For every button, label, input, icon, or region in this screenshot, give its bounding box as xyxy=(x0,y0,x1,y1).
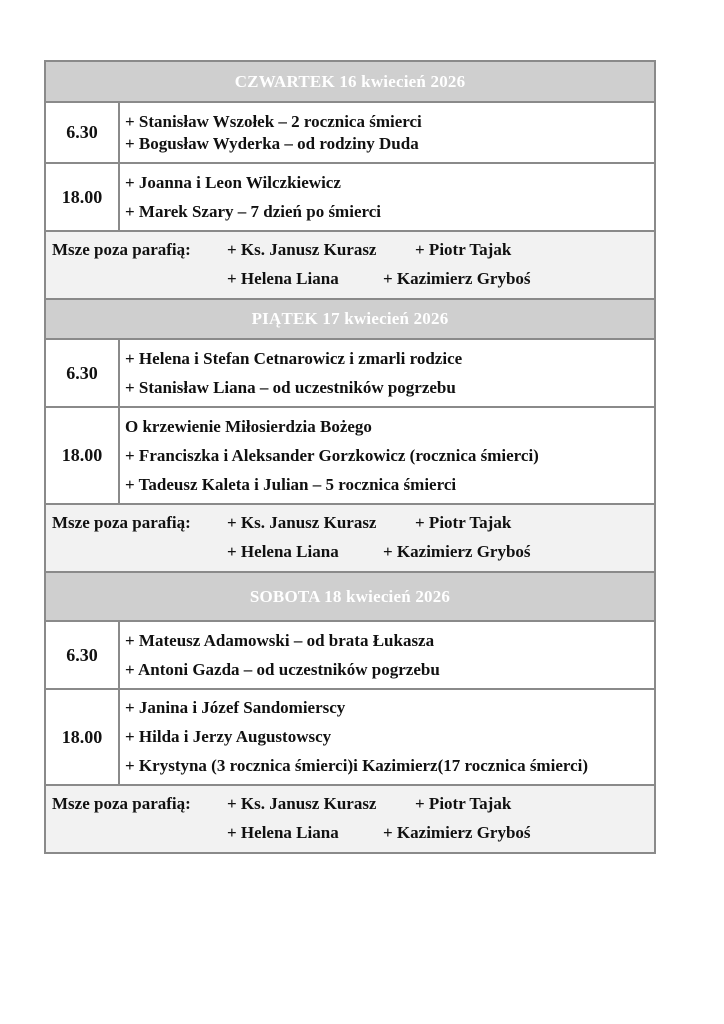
outside-parish-label: Msze poza parafią: xyxy=(52,240,191,259)
intention-line: + Marek Szary – 7 dzień po śmierci xyxy=(125,201,381,221)
intention-line: + Janina i Józef Sandomierscy xyxy=(125,698,346,717)
mass-row-thursday-1800 xyxy=(46,164,654,232)
outside-parish-name: + Ks. Janusz Kurasz xyxy=(227,513,377,532)
outside-parish-name: + Piotr Tajak xyxy=(415,794,512,813)
intention-line: + Helena i Stefan Cetnarowicz i zmarli rodzice xyxy=(125,348,463,368)
mass-intentions xyxy=(120,690,654,784)
mass-time: 18.00 xyxy=(46,408,120,503)
intention-line: + Mateusz Adamowski – od brata Łukasza xyxy=(125,630,435,650)
day-header-saturday: SOBOTA 18 kwiecień 2026 xyxy=(46,573,654,622)
mass-intentions xyxy=(120,408,654,503)
outside-parish-label: Msze poza parafią: xyxy=(52,513,191,532)
outside-parish-name: + Ks. Janusz Kurasz xyxy=(227,240,377,259)
intention-line: + Franciszka i Aleksander Gorzkowicz (rocznica śmierci) xyxy=(125,445,539,465)
intention-line: + Hilda i Jerzy Augustowscy xyxy=(125,727,332,746)
outside-parish-masses-friday xyxy=(46,505,654,573)
intention-line: + Stanisław Wszołek – 2 rocznica śmierci xyxy=(125,111,422,131)
mass-row-saturday-1800 xyxy=(46,690,654,786)
intention-line: + Joanna i Leon Wilczkiewicz xyxy=(125,172,341,192)
intention-line: + Antoni Gazda – od uczestników pogrzebu xyxy=(125,659,440,679)
day-header-thursday: CZWARTEK 16 kwiecień 2026 xyxy=(46,62,654,103)
mass-intentions xyxy=(120,622,654,688)
intention-line: + Krystyna (3 rocznica śmierci)i Kazimierz(17 rocznica śmierci) xyxy=(125,756,589,775)
outside-parish-masses-thursday xyxy=(46,232,654,300)
mass-time: 6.30 xyxy=(46,340,120,406)
mass-time: 18.00 xyxy=(46,690,120,784)
outside-parish-label: Msze poza parafią: xyxy=(52,794,191,813)
mass-time: 18.00 xyxy=(46,164,120,230)
mass-row-friday-0630 xyxy=(46,340,654,408)
outside-parish-name: + Helena Liana xyxy=(227,269,339,288)
outside-parish-name: + Kazimierz Gryboś xyxy=(383,542,531,561)
intention-line: + Stanisław Liana – od uczestników pogrzebu xyxy=(125,377,456,397)
mass-row-friday-1800 xyxy=(46,408,654,505)
outside-parish-name: + Kazimierz Gryboś xyxy=(383,823,531,842)
mass-row-saturday-0630 xyxy=(46,622,654,690)
outside-parish-name: + Helena Liana xyxy=(227,542,339,561)
outside-parish-name: + Piotr Tajak xyxy=(415,513,512,532)
mass-schedule-table xyxy=(44,60,656,854)
mass-row-thursday-0630 xyxy=(46,103,654,164)
mass-time: 6.30 xyxy=(46,622,120,688)
outside-parish-name: + Piotr Tajak xyxy=(415,240,512,259)
intention-line: + Tadeusz Kaleta i Julian – 5 rocznica śmierci xyxy=(125,474,457,494)
outside-parish-name: + Kazimierz Gryboś xyxy=(383,269,531,288)
outside-parish-name: + Ks. Janusz Kurasz xyxy=(227,794,377,813)
mass-intentions xyxy=(120,340,654,406)
outside-parish-masses-saturday xyxy=(46,786,654,854)
intention-line: + Bogusław Wyderka – od rodziny Duda xyxy=(125,133,419,153)
mass-intentions xyxy=(120,103,654,162)
mass-time: 6.30 xyxy=(46,103,120,162)
outside-parish-name: + Helena Liana xyxy=(227,823,339,842)
day-header-friday: PIĄTEK 17 kwiecień 2026 xyxy=(46,300,654,340)
mass-intentions xyxy=(120,164,654,230)
intention-line: O krzewienie Miłosierdzia Bożego xyxy=(125,416,372,436)
